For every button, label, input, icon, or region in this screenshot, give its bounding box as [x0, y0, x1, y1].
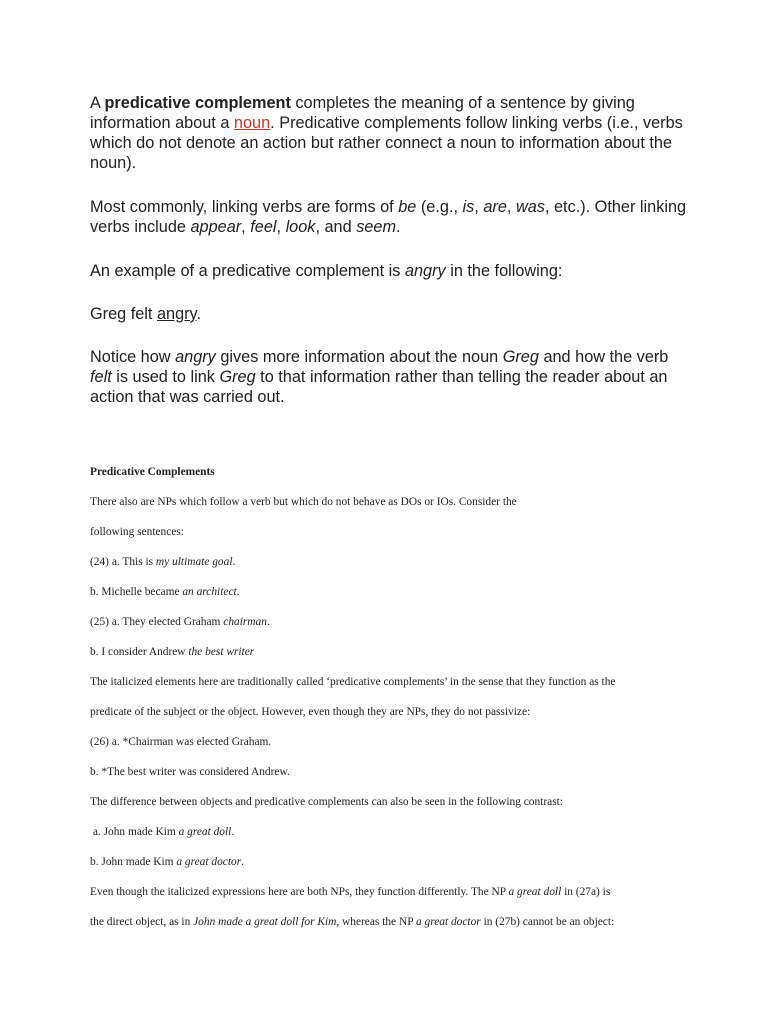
- example-line: [90, 555, 690, 569]
- text: a. John made Kim: [90, 826, 179, 838]
- noun-link[interactable]: noun: [233, 114, 271, 132]
- example-line: [90, 645, 690, 659]
- text-line: following sentences:: [90, 526, 184, 538]
- text: .: [266, 616, 270, 628]
- text-line: The difference between objects and predicative complements can also be seen in the following contrast:: [90, 796, 563, 808]
- text: Notice how: [90, 348, 176, 366]
- italic-phrase: an architect: [182, 586, 237, 598]
- text: (24) a. This is: [90, 556, 156, 568]
- text: .: [232, 556, 236, 568]
- text: gives more information about the noun: [215, 348, 503, 366]
- text: ,: [276, 218, 286, 236]
- italic-word: is: [462, 198, 475, 216]
- paragraph-example-sentence: [90, 304, 690, 324]
- text: (e.g.,: [416, 198, 463, 216]
- italic-phrase: a great doll: [508, 886, 562, 898]
- text: , etc.). Other linking verbs include: [90, 198, 687, 236]
- text-line: The italicized elements here are traditionally called ‘predicative complements’ in the sense that they function as the: [90, 676, 616, 688]
- italic-word: angry: [175, 348, 216, 366]
- example-line: [90, 585, 690, 599]
- text: .: [396, 218, 401, 236]
- text: ,: [241, 218, 251, 236]
- text: ,: [474, 198, 484, 216]
- text: (25) a. They elected Graham: [90, 616, 224, 628]
- text: ,: [506, 198, 516, 216]
- text: is used to link: [111, 368, 220, 386]
- text: b. Michelle became: [90, 586, 183, 598]
- text: .: [196, 305, 202, 323]
- text-line: There also are NPs which follow a verb but which do not behave as DOs or IOs. Consider the: [90, 496, 517, 508]
- bold-term: predicative complement: [104, 94, 291, 112]
- paragraph-example-intro: [90, 261, 690, 281]
- text: in (27a) is: [561, 886, 611, 898]
- text: .: [231, 826, 235, 838]
- text-line: [90, 885, 690, 899]
- example-line: (26) a. *Chairman was elected Graham.: [90, 736, 272, 748]
- text: , and: [315, 218, 357, 236]
- text: b. John made Kim: [90, 856, 177, 868]
- text: .: [236, 586, 240, 598]
- example-line: [90, 855, 690, 869]
- italic-phrase: a great doll: [178, 826, 232, 838]
- italic-word: Greg: [502, 348, 539, 366]
- italic-phrase: the best writer: [188, 646, 255, 658]
- italic-phrase: a great doctor: [415, 916, 481, 928]
- text: and how the verb: [538, 348, 669, 366]
- italic-word: appear: [190, 218, 242, 236]
- paragraph-linking-verbs: [90, 197, 690, 237]
- text: to that information rather than telling the reader about an action that was carried out.: [90, 368, 668, 406]
- text: . Predicative complements follow linking verbs (i.e., verbs which do not denote an action but rather connect a noun to information about the noun).: [90, 114, 683, 172]
- text: , whereas the NP: [336, 916, 416, 928]
- text: Even though the italicized expressions here are both NPs, they function differently. The NP: [90, 886, 509, 898]
- italic-word: feel: [250, 218, 277, 236]
- text: An example of a predicative complement is: [90, 262, 405, 280]
- italic-phrase: John made a great doll for Kim: [193, 916, 337, 928]
- text: .: [241, 856, 244, 868]
- text-line: predicate of the subject or the object. However, even though they are NPs, they do not passivize:: [90, 706, 531, 718]
- italic-word: are: [483, 198, 507, 216]
- italic-word: angry: [404, 262, 446, 280]
- text: the direct object, as in: [90, 916, 194, 928]
- paragraph-explanation: [90, 347, 690, 407]
- text: completes the meaning of a sentence by giving information about a: [90, 94, 635, 132]
- text: A: [90, 94, 105, 112]
- example-line: b. *The best writer was considered Andrew.: [90, 766, 290, 778]
- italic-phrase: a great doctor: [176, 856, 242, 868]
- italic-word: felt: [90, 368, 112, 386]
- italic-word: be: [398, 198, 417, 216]
- italic-word: was: [515, 198, 545, 216]
- italic-phrase: my ultimate goal: [155, 556, 233, 568]
- section-heading: Predicative Complements: [90, 466, 215, 478]
- example-line: [90, 615, 690, 629]
- example-line: [90, 825, 690, 839]
- italic-word: Greg: [219, 368, 256, 386]
- text: in (27b) cannot be an object:: [480, 916, 615, 928]
- text: b. I consider Andrew: [90, 646, 189, 658]
- italic-word: look: [285, 218, 316, 236]
- italic-word: seem: [356, 218, 397, 236]
- paragraph-definition: [90, 93, 690, 173]
- text-line: [90, 915, 690, 929]
- text: Greg felt: [90, 305, 157, 323]
- text: in the following:: [445, 262, 563, 280]
- underlined-word: angry: [156, 305, 197, 323]
- italic-phrase: chairman: [223, 616, 267, 628]
- text: Most commonly, linking verbs are forms of: [90, 198, 399, 216]
